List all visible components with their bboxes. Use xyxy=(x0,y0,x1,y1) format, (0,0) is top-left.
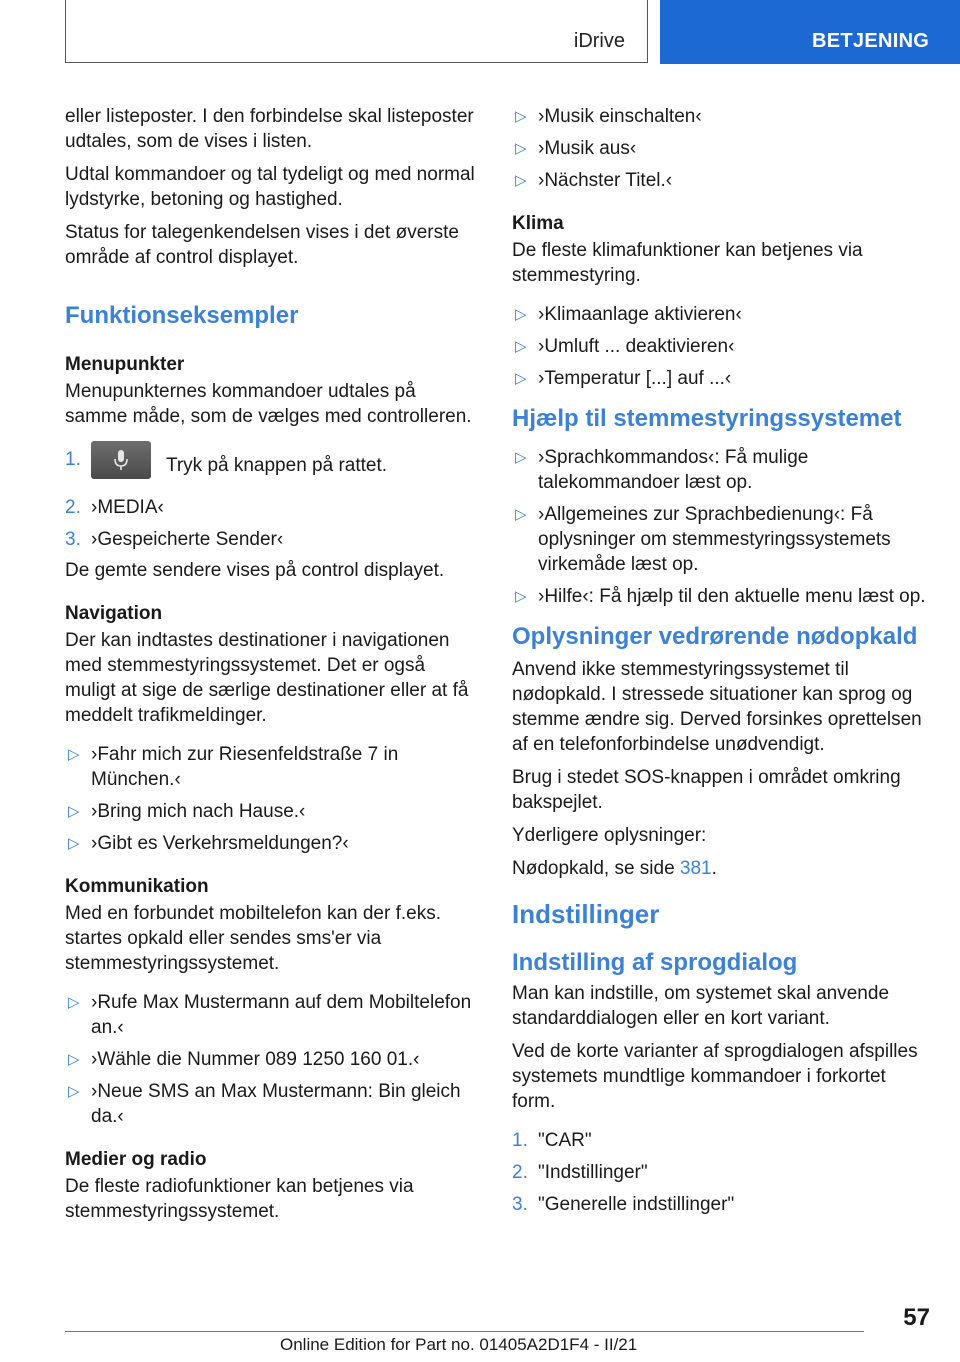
list-item xyxy=(65,1079,481,1129)
triangle-bullet-icon: ▷ xyxy=(515,108,527,125)
list-item-text: ›Bring mich nach Hause.‹ xyxy=(91,801,306,822)
step-number: 2. xyxy=(65,497,81,518)
navigation-commands-list xyxy=(65,742,481,856)
list-item-text: ›Gibt es Verkehrsmeldungen?‹ xyxy=(91,833,349,854)
list-item xyxy=(512,334,930,359)
step-text: "Indstillinger" xyxy=(538,1162,648,1183)
heading-communication: Kommunikation xyxy=(65,876,209,897)
footer-divider xyxy=(65,1331,864,1332)
emergency-reference xyxy=(512,856,930,881)
list-item-text: ›Musik einschalten‹ xyxy=(538,106,702,127)
intro-paragraph-2: Udtal kommandoer og tal tydeligt og med normal lydstyrke, betoning og hastighed. xyxy=(65,164,475,210)
heading-climate: Klima xyxy=(512,213,564,234)
list-item xyxy=(512,136,930,161)
intro-paragraph-1: eller listeposter. I den forbindelse skal listeposter udtales, som de vises i listen. xyxy=(65,106,474,152)
step-text: ›Gespeicherte Sender‹ xyxy=(91,529,284,550)
list-item-text: ›Neue SMS an Max Mustermann: Bin gleich da.‹ xyxy=(91,1081,461,1127)
list-item-text: ›Allgemeines zur Sprachbedienung‹: Få oplysninger om stemmestyringssystemets virkemåde læst op. xyxy=(538,504,891,575)
list-item xyxy=(512,584,930,609)
list-item xyxy=(65,799,481,824)
page-number: 57 xyxy=(903,1304,930,1331)
emergency-paragraph-3: Yderligere oplysninger: xyxy=(512,825,707,846)
list-item xyxy=(65,527,481,552)
right-column xyxy=(512,104,930,1231)
intro-paragraph-3: Status for talegenkendelsen vises i det øverste område af control displayet. xyxy=(65,222,459,268)
step-text: "Generelle indstillinger" xyxy=(538,1194,735,1215)
step-number: 3. xyxy=(65,529,81,550)
list-item xyxy=(512,1128,930,1153)
communication-text: Med en forbundet mobiltelefon kan der f.eks. startes opkald eller sendes sms'er via stemmestyringssystemet. xyxy=(65,903,442,974)
menu-after-text: De gemte sendere vises på control displayet. xyxy=(65,560,445,581)
list-item xyxy=(65,495,481,520)
climate-text: De fleste klimafunktioner kan betjenes via stemmestyring. xyxy=(512,240,863,286)
step-number: 1. xyxy=(65,449,81,470)
triangle-bullet-icon: ▷ xyxy=(515,506,527,523)
step-number: 2. xyxy=(512,1162,528,1183)
triangle-bullet-icon: ▷ xyxy=(515,140,527,157)
left-column xyxy=(65,104,481,1232)
list-item xyxy=(65,742,481,792)
triangle-bullet-icon: ▷ xyxy=(68,803,80,820)
list-item xyxy=(512,1192,930,1217)
header-box xyxy=(65,0,648,63)
list-item xyxy=(65,831,481,856)
triangle-bullet-icon: ▷ xyxy=(515,306,527,323)
list-item-text: ›Fahr mich zur Riesenfeldstraße 7 in München.‹ xyxy=(91,744,399,790)
triangle-bullet-icon: ▷ xyxy=(515,370,527,387)
list-item-text: ›Nächster Titel.‹ xyxy=(538,170,673,191)
heading-media-radio: Medier og radio xyxy=(65,1149,207,1170)
list-item xyxy=(65,990,481,1040)
list-item xyxy=(65,447,481,485)
communication-commands-list xyxy=(65,990,481,1129)
heading-menu-items: Menupunkter xyxy=(65,354,185,375)
triangle-bullet-icon: ▷ xyxy=(515,449,527,466)
list-item-text: ›Sprachkommandos‹: Få mulige talekommandoer læst op. xyxy=(538,447,809,493)
triangle-bullet-icon: ▷ xyxy=(68,994,80,1011)
triangle-bullet-icon: ▷ xyxy=(68,1051,80,1068)
list-item xyxy=(512,104,930,129)
dialog-steps-list xyxy=(512,1128,930,1217)
step-text: Tryk på knappen på rattet. xyxy=(165,455,388,477)
menu-steps-list xyxy=(65,447,481,552)
triangle-bullet-icon: ▷ xyxy=(68,746,80,763)
help-commands-list xyxy=(512,445,930,609)
media-radio-text: De fleste radiofunktioner kan betjenes via stemmestyringssystemet. xyxy=(65,1176,414,1222)
heading-dialog-setting: Indstilling af sprogdialog xyxy=(512,949,798,976)
list-item-text: ›Klimaanlage aktivieren‹ xyxy=(538,304,742,325)
list-item-text: ›Temperatur [...] auf ...‹ xyxy=(538,368,732,389)
page-reference-link[interactable]: 381 xyxy=(679,858,712,879)
list-item-text: ›Hilfe‹: Få hjælp til den aktuelle menu læst op. xyxy=(538,586,926,607)
steering-voice-button xyxy=(91,441,151,479)
climate-commands-list xyxy=(512,302,930,391)
triangle-bullet-icon: ▷ xyxy=(68,835,80,852)
header-section-title: iDrive xyxy=(573,30,625,52)
list-item xyxy=(512,1160,930,1185)
triangle-bullet-icon: ▷ xyxy=(515,172,527,189)
menu-items-text: Menupunkternes kommandoer udtales på samme måde, som de vælges med controlleren. xyxy=(65,381,472,427)
reference-prefix: Nødopkald, se side xyxy=(512,858,680,879)
triangle-bullet-icon: ▷ xyxy=(515,588,527,605)
emergency-paragraph-1: Anvend ikke stemmestyringssystemet til nødopkald. I stressede situationer kan sprog og stemme ændre sig. Derved forsinkes oprettelsen af en telefonforbindelse unødvendigt. xyxy=(512,659,922,755)
heading-examples: Funktionseksempler xyxy=(65,302,299,329)
emergency-paragraph-2: Brug i stedet SOS-knappen i området omkring bakspejlet. xyxy=(512,767,901,813)
dialog-paragraph-1: Man kan indstille, om systemet skal anvende standarddialogen eller en kort variant. xyxy=(512,983,890,1029)
heading-voice-help: Hjælp til stemmestyringssystemet xyxy=(512,405,902,432)
triangle-bullet-icon: ▷ xyxy=(515,338,527,355)
list-item-text: ›Rufe Max Mustermann auf dem Mobiltelefon an.‹ xyxy=(91,992,472,1038)
step-text: ›MEDIA‹ xyxy=(91,497,164,518)
list-item xyxy=(512,445,930,495)
dialog-paragraph-2: Ved de korte varianter af sprogdialogen afspilles systemets mundtlige kommandoer i forkortet form. xyxy=(512,1041,918,1112)
step-number: 3. xyxy=(512,1194,528,1215)
list-item-text: ›Musik aus‹ xyxy=(538,138,637,159)
heading-emergency-info: Oplysninger vedrørende nødopkald xyxy=(512,623,918,650)
navigation-text: Der kan indtastes destinationer i navigationen med stemmestyringssystemet. Det er også muligt at sige de særlige destinationer eller at få meddelt trafikmeldinger. xyxy=(65,630,469,726)
reference-suffix: . xyxy=(711,858,717,879)
list-item-text: ›Wähle die Nummer 089 1250 160 01.‹ xyxy=(91,1049,420,1070)
list-item xyxy=(512,168,930,193)
microphone-icon xyxy=(113,449,129,471)
footer-edition: Online Edition for Part no. 01405A2D1F4 - II/21 xyxy=(280,1335,638,1354)
step-text: "CAR" xyxy=(538,1130,592,1151)
heading-settings: Indstillinger xyxy=(512,899,660,929)
heading-navigation: Navigation xyxy=(65,603,163,624)
step-number: 1. xyxy=(512,1130,528,1151)
list-item xyxy=(512,502,930,577)
list-item xyxy=(65,1047,481,1072)
triangle-bullet-icon: ▷ xyxy=(68,1083,80,1100)
header-chapter-tab: BETJENING xyxy=(660,0,960,64)
media-commands-list xyxy=(512,104,930,193)
list-item-text: ›Umluft ... deaktivieren‹ xyxy=(538,336,735,357)
list-item xyxy=(512,366,930,391)
list-item xyxy=(512,302,930,327)
